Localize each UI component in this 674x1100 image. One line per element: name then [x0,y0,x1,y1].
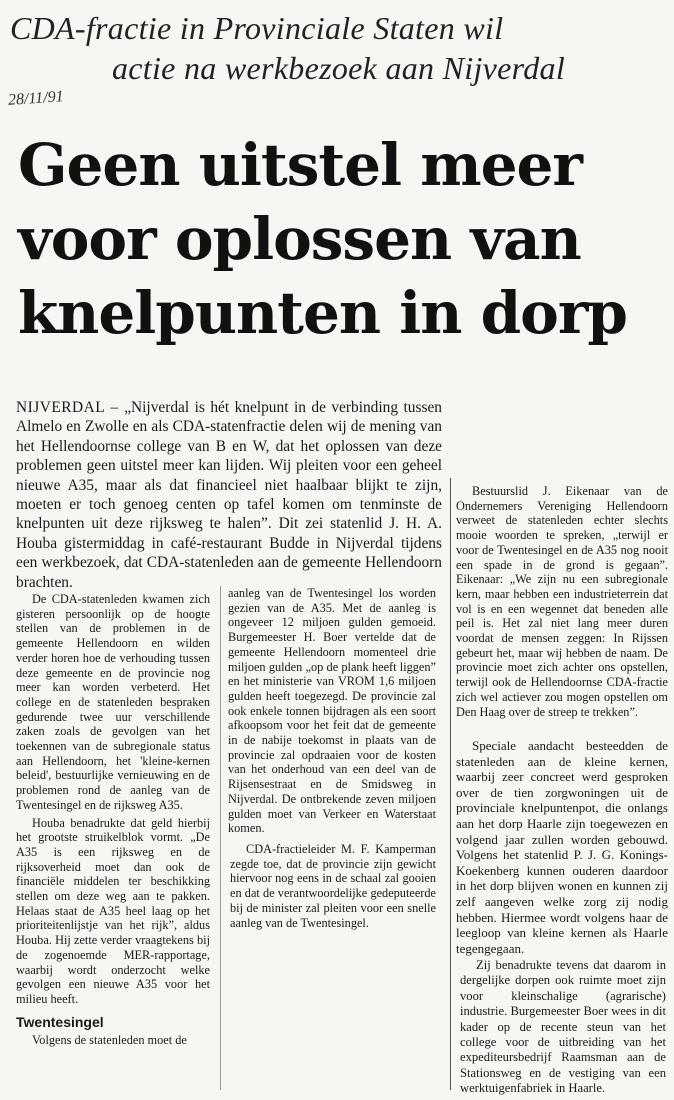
column-1-paragraph: De CDA-statenleden kwamen zich gisteren persoonlijk op de hoogte stellen van de problemen in de gemeente Hellendoorn en wilden verder horen hoe de verhouding tussen deze gemeente en de provincie nog meer kan worden verbeterd. Het college en de statenleden bespraken gedurende twee uur verschillende zaken zoals de gevolgen van het toekennen van de subregionale status aan Hellendoorn, het 'kleine-kernen beleid', bestuurlijke vernieuwing en de problemen rond de aanleg van de Twentesingel en de rijksweg A35. [16,592,210,812]
column-1-paragraph: Volgens de statenleden moet de [32,1033,187,1048]
headline-line-2: voor oplossen van [18,205,581,273]
column-1-paragraph: Houba benadrukte dat geld hierbij het grootste struikelblok vormt. „De A35 is een rijksweg en de rijksoverheid moet dan ook de financiële middelen ter beschikking stellen om deze weg aan te pakken. Helaas staat de A35 heel laag op het prioriteitenlijstje van het rijk”, aldus Houba. Hij zette verder vraagtekens bij de zogenoemde MER-rapportage, waarbij wordt onderzocht welke gevolgen een nieuwe A35 voor het milieu heeft. [16,815,210,1006]
column-2 [228,586,436,839]
headline [18,128,668,350]
column-3-paragraph: Speciale aandacht besteedden de statenleden aan de kleine kernen, waarbij zeer concreet werd gesproken over de tien zorgwoningen uit de provinciale knelpuntenpot, die onlangs aan het dorp Haarle zijn toegewezen en volgend jaar zullen worden gebouwd. Volgens het statenlid P. J. G. Konings-Koekenberg kunnen ouderen daardoor in het dorp blijven wonen en kunnen zij zelf aangeven welke zorg zij nodig hebben. Hiermee wordt volgens haar de leegloop van kleine kernen als Haarle tegengegaan. [456,738,668,956]
column-1 [16,592,210,1051]
column-2-paragraph: aanleg van de Twentesingel los worden gezien van de A35. Met de aanleg is ongeveer 12 miljoen gulden gemoeid. Burgemeester H. Boer vertelde dat de gemeente Hellendoorn momenteel drie miljoen gulden „op de plank heeft liggen” en het ministerie van VROM 1,6 miljoen gulden heeft toegezegd. De provincie zal ook enkele tonnen bijdragen als een soort afkoopsom voor het feit dat de gemeente in de nabije toekomst in plaats van de provincie zal opdraaien voor de kosten van het onderhoud van een deel van de Rijsensestraat en de Smidsweg in Nijverdal. De ontbrekende zeven miljoen gulden moet van Verkeer en Waterstaat komen. [228,586,436,836]
lead-text: „Nijverdal is hét knelpunt in de verbinding tussen Almelo en Zwolle en als CDA-statenfractie delen wij de mening van het Hellendoornse college van B en W, dat het oplossen van deze problemen geen uitstel meer kan lijden. Wij pleiten voor een geheel nieuwe A35, maar als dat financieel niet haalbaar blijkt te zijn, moeten er toch genoeg centen op tafel komen om tenminste de knelpunten uit deze rijksweg te halen”. Dit zei statenlid J. H. A. Houba gistermiddag in café-restaurant Budde in Nijverdal tijdens een werkbezoek, dat CDA-statenleden aan de gemeente Hellendoorn brachten. [16,399,442,591]
column-3 [456,484,668,722]
headline-line-1: Geen uitstel meer [18,131,582,199]
subheading-twentesingel: Twentesingel [16,1013,104,1030]
column-divider [220,586,221,1090]
column-3-paragraph: Bestuurslid J. Eikenaar van de Ondernemers Vereniging Hellendoorn verweet de statenleden echter slechts mooie woorden te spreken, „terwijl er voor de Twentesingel en de A35 nog nooit een spade in de grond is gegaan”. Eikenaar: „We zijn nu een subregionale kern, maar hebben een industrieterrein dat vol is en een wegennet dat beneden alle peil is. Het zal niet lang meer duren voordat de mensen zeggen: In Rijssen gebeurt het, maar wij hebben de naam. De provincie moet zich achter ons opstellen, terwijl ook de Hellendoornse CDA-fractie zich wel actiever zou mogen opstellen om Den Haag over de streep te trekken”. [456,484,668,719]
column-2-paragraph: CDA-fractieleider M. F. Kamperman zegde toe, dat de provincie zijn gewicht hiervoor nog eens in de schaal zal gooien en dat de verantwoordelijke gedeputeerde bij de minister zal pleiten voor een snelle aanleg van de Twentesingel. [230,842,436,930]
column-divider [450,478,451,1090]
kicker-line-2: actie na werkbezoek aan Nijverdal [112,50,566,86]
column-3-paragraph: Zij benadrukte tevens dat daarom in dergelijke dorpen ook ruimte moet zijn voor kleinschalige (agrarische) industrie. Burgemeester Boer wees in dit kader op de recente steun van het college voor de uitbreiding van het expediteursbedrijf Raamsman aan de Stationsweg en de vestiging van een werktuigenfabriek in Haarle. [460,958,666,1096]
headline-line-3: knelpunten in dorp [18,279,627,347]
kicker-line-1: CDA-fractie in Provinciale Staten wil [10,10,504,46]
dateline: NIJVERDAL – [16,399,119,416]
column-3b [456,738,668,959]
column-2b [230,842,436,933]
handwritten-date: 28/11/91 [7,88,65,109]
column-3c [460,958,666,1100]
lead-paragraph [16,398,442,592]
